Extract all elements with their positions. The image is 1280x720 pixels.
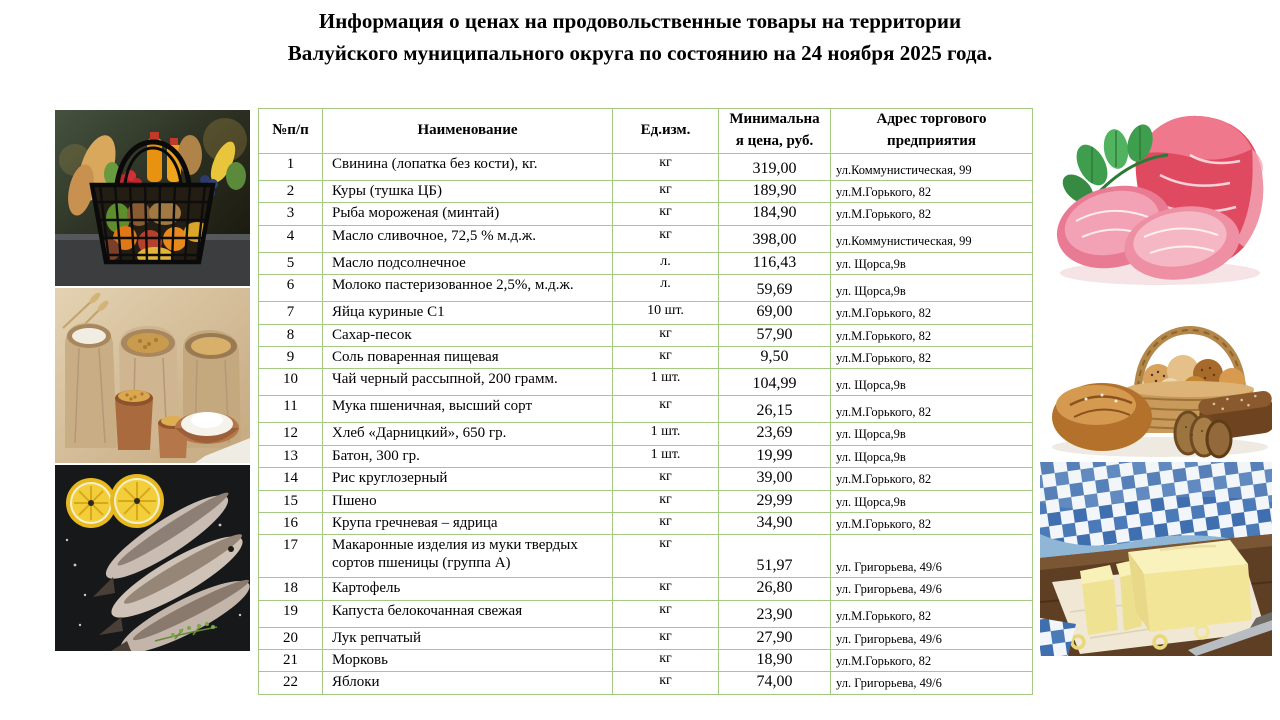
store-address: ул.М.Горького, 82 <box>831 324 1033 346</box>
photo-bread-basket <box>1040 295 1272 462</box>
product-price: 57,90 <box>719 324 831 346</box>
product-price: 9,50 <box>719 346 831 368</box>
product-unit: кг <box>613 346 719 368</box>
product-name: Крупа гречневая – ядрица <box>323 512 613 534</box>
store-address: ул.М.Горького, 82 <box>831 302 1033 324</box>
raw-meat-image <box>1040 95 1272 291</box>
product-name: Чай черный рассыпной, 200 грамм. <box>323 369 613 396</box>
grocery-basket-image <box>55 110 250 286</box>
product-name: Соль поваренная пищевая <box>323 346 613 368</box>
row-number: 13 <box>259 445 323 467</box>
product-unit: кг <box>613 490 719 512</box>
product-name: Масло сливочное, 72,5 % м.д.ж. <box>323 225 613 252</box>
product-price: 39,00 <box>719 468 831 490</box>
table-row <box>259 423 1033 445</box>
table-row <box>259 600 1033 627</box>
product-name: Яблоки <box>323 672 613 694</box>
store-address: ул. Щорса,9в <box>831 423 1033 445</box>
product-unit: 1 шт. <box>613 423 719 445</box>
table-row <box>259 468 1033 490</box>
product-unit: кг <box>613 578 719 600</box>
store-address: ул.М.Горького, 82 <box>831 468 1033 490</box>
col-header-price-line2: я цена, руб. <box>735 133 814 149</box>
product-name: Куры (тушка ЦБ) <box>323 181 613 203</box>
row-number: 12 <box>259 423 323 445</box>
product-name: Свинина (лопатка без кости), кг. <box>323 154 613 181</box>
price-table <box>258 108 1033 695</box>
page-title-line1: Информация о ценах на продовольственные товары на территории <box>318 9 962 33</box>
product-unit: 1 шт. <box>613 445 719 467</box>
product-price: 26,80 <box>719 578 831 600</box>
row-number: 7 <box>259 302 323 324</box>
col-header-name: Наименование <box>323 109 613 154</box>
photo-butter <box>1040 462 1272 656</box>
row-number: 17 <box>259 535 323 578</box>
product-unit: кг <box>613 650 719 672</box>
grain-sacks-image <box>55 288 250 463</box>
product-unit: кг <box>613 512 719 534</box>
col-header-price-line1: Минимальна <box>729 111 820 128</box>
store-address: ул.Коммунистическая, 99 <box>831 225 1033 252</box>
page-title <box>0 6 1280 69</box>
product-name: Капуста белокочанная свежая <box>323 600 613 627</box>
store-address: ул. Щорса,9в <box>831 252 1033 274</box>
store-address: ул. Щорса,9в <box>831 445 1033 467</box>
store-address: ул.М.Горького, 82 <box>831 600 1033 627</box>
store-address: ул.М.Горького, 82 <box>831 203 1033 225</box>
product-price: 116,43 <box>719 252 831 274</box>
store-address: ул. Григорьева, 49/6 <box>831 535 1033 578</box>
row-number: 16 <box>259 512 323 534</box>
table-header-row <box>259 109 1033 154</box>
row-number: 2 <box>259 181 323 203</box>
product-price: 59,69 <box>719 275 831 302</box>
product-price: 27,90 <box>719 627 831 649</box>
product-price: 23,69 <box>719 423 831 445</box>
product-unit: кг <box>613 600 719 627</box>
table-row <box>259 396 1033 423</box>
product-unit: кг <box>613 627 719 649</box>
product-unit: кг <box>613 154 719 181</box>
product-price: 184,90 <box>719 203 831 225</box>
product-unit: кг <box>613 672 719 694</box>
product-unit: кг <box>613 468 719 490</box>
row-number: 9 <box>259 346 323 368</box>
table-row <box>259 324 1033 346</box>
table-row <box>259 578 1033 600</box>
col-header-address: Адрес торгового предприятия <box>831 109 1033 154</box>
store-address: ул. Григорьева, 49/6 <box>831 672 1033 694</box>
product-price: 69,00 <box>719 302 831 324</box>
row-number: 11 <box>259 396 323 423</box>
store-address: ул.М.Горького, 82 <box>831 346 1033 368</box>
store-address: ул. Щорса,9в <box>831 369 1033 396</box>
row-number: 18 <box>259 578 323 600</box>
page-title-line2: Валуйского муниципального округа по состоянию на 24 ноября 2025 года. <box>287 40 993 65</box>
col-header-unit: Ед.изм. <box>613 109 719 154</box>
table-row <box>259 369 1033 396</box>
product-name: Рыба мороженая (минтай) <box>323 203 613 225</box>
product-name: Рис круглозерный <box>323 468 613 490</box>
frozen-fish-image <box>55 465 250 651</box>
product-unit: 10 шт. <box>613 302 719 324</box>
product-unit: кг <box>613 396 719 423</box>
store-address: ул. Щорса,9в <box>831 490 1033 512</box>
photo-frozen-fish <box>55 465 250 651</box>
table-row <box>259 275 1033 302</box>
col-header-price <box>719 109 831 154</box>
table-row <box>259 535 1033 578</box>
product-price: 19,99 <box>719 445 831 467</box>
col-header-num: №п/п <box>259 109 323 154</box>
product-name: Лук репчатый <box>323 627 613 649</box>
row-number: 21 <box>259 650 323 672</box>
table-row <box>259 154 1033 181</box>
product-unit: кг <box>613 181 719 203</box>
row-number: 5 <box>259 252 323 274</box>
product-name: Пшено <box>323 490 613 512</box>
store-address: ул.М.Горького, 82 <box>831 181 1033 203</box>
store-address: ул.М.Горького, 82 <box>831 650 1033 672</box>
product-unit: кг <box>613 225 719 252</box>
product-price: 26,15 <box>719 396 831 423</box>
row-number: 8 <box>259 324 323 346</box>
row-number: 22 <box>259 672 323 694</box>
store-address: ул.М.Горького, 82 <box>831 512 1033 534</box>
product-unit: л. <box>613 252 719 274</box>
product-name: Мука пшеничная, высший сорт <box>323 396 613 423</box>
row-number: 4 <box>259 225 323 252</box>
table-row <box>259 445 1033 467</box>
product-name: Молоко пастеризованное 2,5%, м.д.ж. <box>323 275 613 302</box>
product-unit: 1 шт. <box>613 369 719 396</box>
row-number: 20 <box>259 627 323 649</box>
store-address: ул. Щорса,9в <box>831 275 1033 302</box>
table-row <box>259 302 1033 324</box>
row-number: 14 <box>259 468 323 490</box>
bread-basket-image <box>1040 295 1272 462</box>
product-name: Морковь <box>323 650 613 672</box>
product-name: Хлеб «Дарницкий», 650 гр. <box>323 423 613 445</box>
product-name: Картофель <box>323 578 613 600</box>
store-address: ул.М.Горького, 82 <box>831 396 1033 423</box>
product-price: 74,00 <box>719 672 831 694</box>
row-number: 3 <box>259 203 323 225</box>
product-unit: кг <box>613 324 719 346</box>
store-address: ул.Коммунистическая, 99 <box>831 154 1033 181</box>
photo-grain-sacks <box>55 288 250 463</box>
table-row <box>259 181 1033 203</box>
product-price: 104,99 <box>719 369 831 396</box>
product-price: 23,90 <box>719 600 831 627</box>
table-row <box>259 512 1033 534</box>
product-price: 29,99 <box>719 490 831 512</box>
photo-grocery-basket <box>55 110 250 286</box>
table-row <box>259 627 1033 649</box>
row-number: 1 <box>259 154 323 181</box>
table-row <box>259 490 1033 512</box>
butter-image <box>1040 462 1272 656</box>
product-name: Макаронные изделия из муки твердых сортов пшеницы (группа А) <box>323 535 613 578</box>
product-price: 18,90 <box>719 650 831 672</box>
product-name: Яйца куриные С1 <box>323 302 613 324</box>
table-row <box>259 252 1033 274</box>
store-address: ул. Григорьева, 49/6 <box>831 627 1033 649</box>
row-number: 6 <box>259 275 323 302</box>
product-name: Батон, 300 гр. <box>323 445 613 467</box>
store-address: ул. Григорьева, 49/6 <box>831 578 1033 600</box>
photo-raw-meat <box>1040 95 1272 291</box>
product-name: Сахар-песок <box>323 324 613 346</box>
row-number: 15 <box>259 490 323 512</box>
product-price: 51,97 <box>719 535 831 578</box>
table-row <box>259 203 1033 225</box>
product-price: 319,00 <box>719 154 831 181</box>
product-unit: кг <box>613 203 719 225</box>
table-row <box>259 672 1033 694</box>
table-row <box>259 225 1033 252</box>
product-price: 34,90 <box>719 512 831 534</box>
row-number: 10 <box>259 369 323 396</box>
product-price: 398,00 <box>719 225 831 252</box>
product-unit: кг <box>613 535 719 578</box>
product-price: 189,90 <box>719 181 831 203</box>
product-unit: л. <box>613 275 719 302</box>
table-row <box>259 346 1033 368</box>
table-row <box>259 650 1033 672</box>
row-number: 19 <box>259 600 323 627</box>
product-name: Масло подсолнечное <box>323 252 613 274</box>
